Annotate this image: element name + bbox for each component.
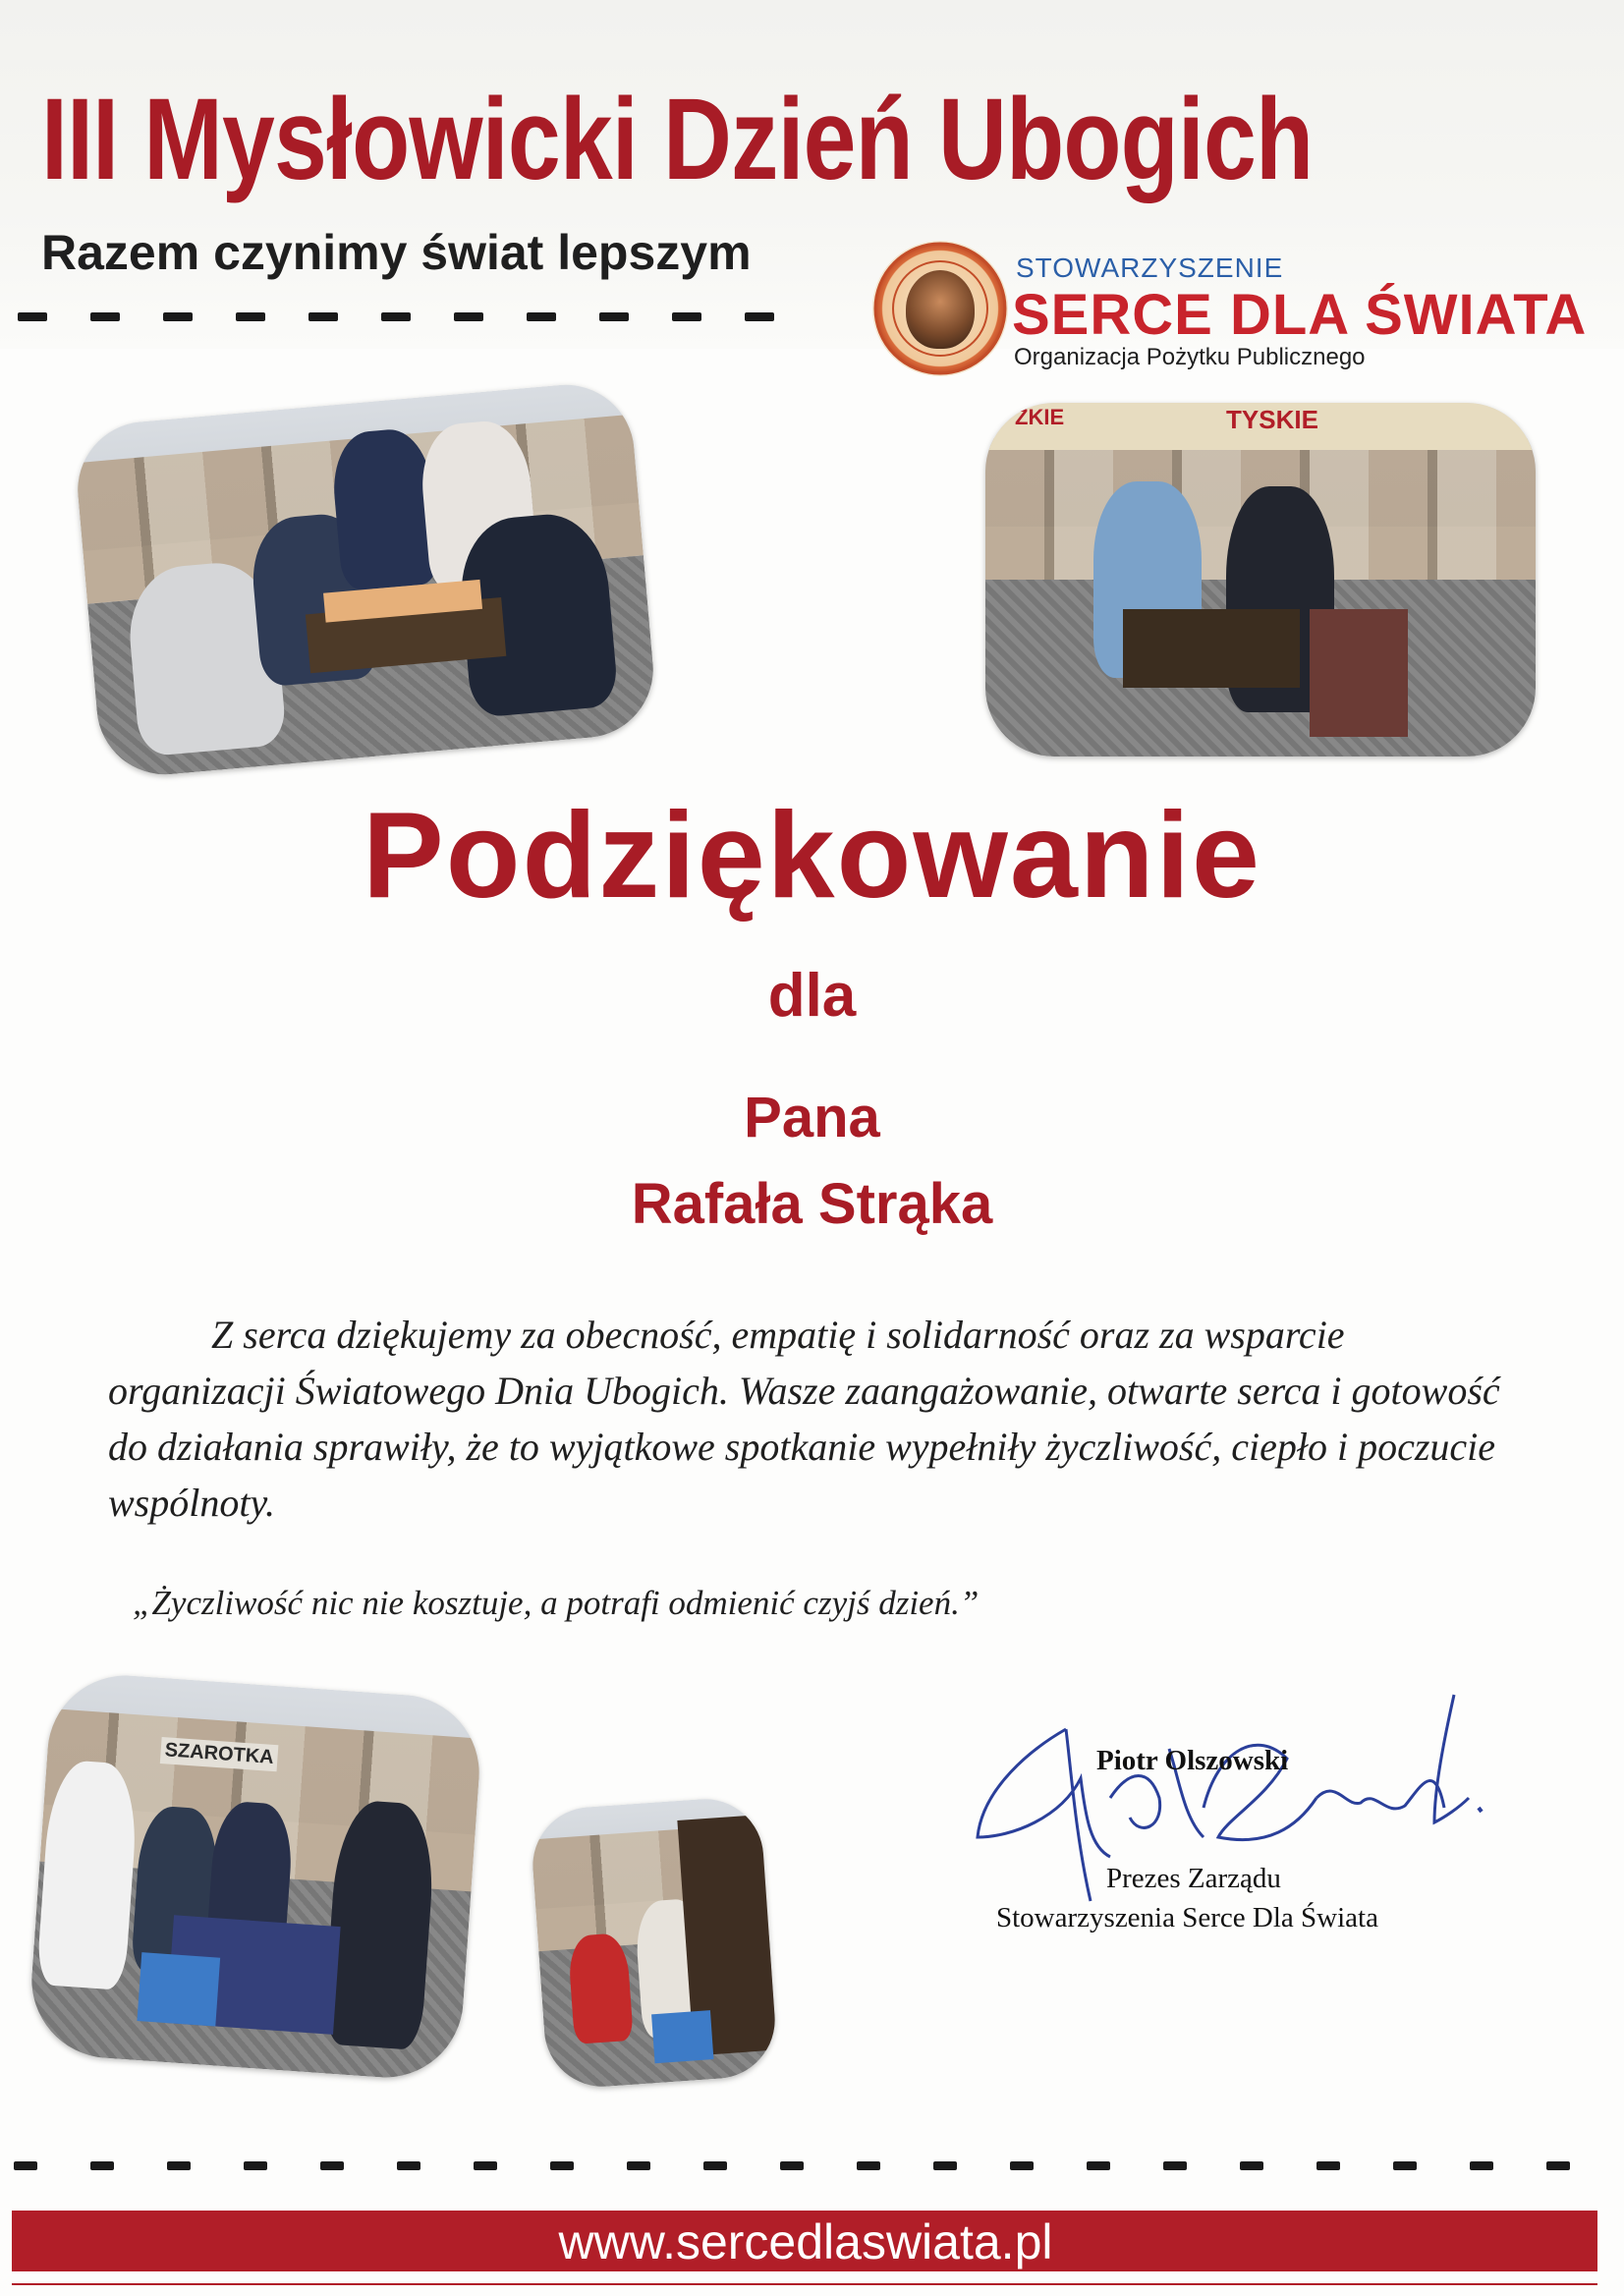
signatory-organization: Stowarzyszenia Serce Dla Świata <box>996 1902 1378 1933</box>
shop-sign-szarotka: SZAROTKA <box>160 1737 279 1771</box>
photo-bottom-left <box>27 1670 484 2083</box>
umbrella-sign-left: ŻKIE <box>1015 405 1065 429</box>
org-subtitle: Organizacja Pożytku Publicznego <box>1014 344 1366 370</box>
photo-top-right <box>985 403 1536 756</box>
footer-website-link[interactable]: www.sercedlaswiata.pl <box>558 2214 1053 2269</box>
photo-bottom-center <box>529 1795 778 2091</box>
signatory-role: Prezes Zarządu <box>1106 1863 1281 1894</box>
photo-top-left <box>72 379 658 780</box>
seal-portrait-icon <box>906 270 975 349</box>
signatory-name: Piotr Olszowski <box>1096 1745 1289 1776</box>
footer-dash-divider <box>14 2161 1570 2170</box>
recipient-name: Rafała Strąka <box>631 1172 993 1236</box>
event-title: III Mysłowicki Dzień Ubogich <box>41 75 1314 204</box>
certificate-body: Z serca dziękujemy za obecność, empatię i solidarność oraz za wsparcie organizacji Światowego Dnia Ubogich. Wasze zaangażowanie, otwarte serca i gotowość do działania sprawiły, że to wyjątkowe spotkanie wypełniły życzliwość, ciepło i poczucie wspólnoty. <box>108 1313 1500 1525</box>
organization-seal-logo <box>872 241 1008 376</box>
org-label-small: STOWARZYSZENIE <box>1016 252 1284 283</box>
header-dash-divider <box>18 312 817 321</box>
recipient-honorific: Pana <box>744 1086 880 1149</box>
certificate-heading: Podziękowanie <box>363 788 1261 924</box>
event-subtitle: Razem czynimy świat lepszym <box>41 225 752 280</box>
certificate-quote: „Życzliwość nic nie kosztuje, a potrafi odmienić czyjś dzień.” <box>133 1584 980 1622</box>
footer-underline <box>12 2283 1597 2285</box>
umbrella-sign-tyskie: TYSKIE <box>1226 405 1318 434</box>
certificate-for: dla <box>767 962 857 1030</box>
org-name: SERCE DLA ŚWIATA <box>1012 283 1588 347</box>
